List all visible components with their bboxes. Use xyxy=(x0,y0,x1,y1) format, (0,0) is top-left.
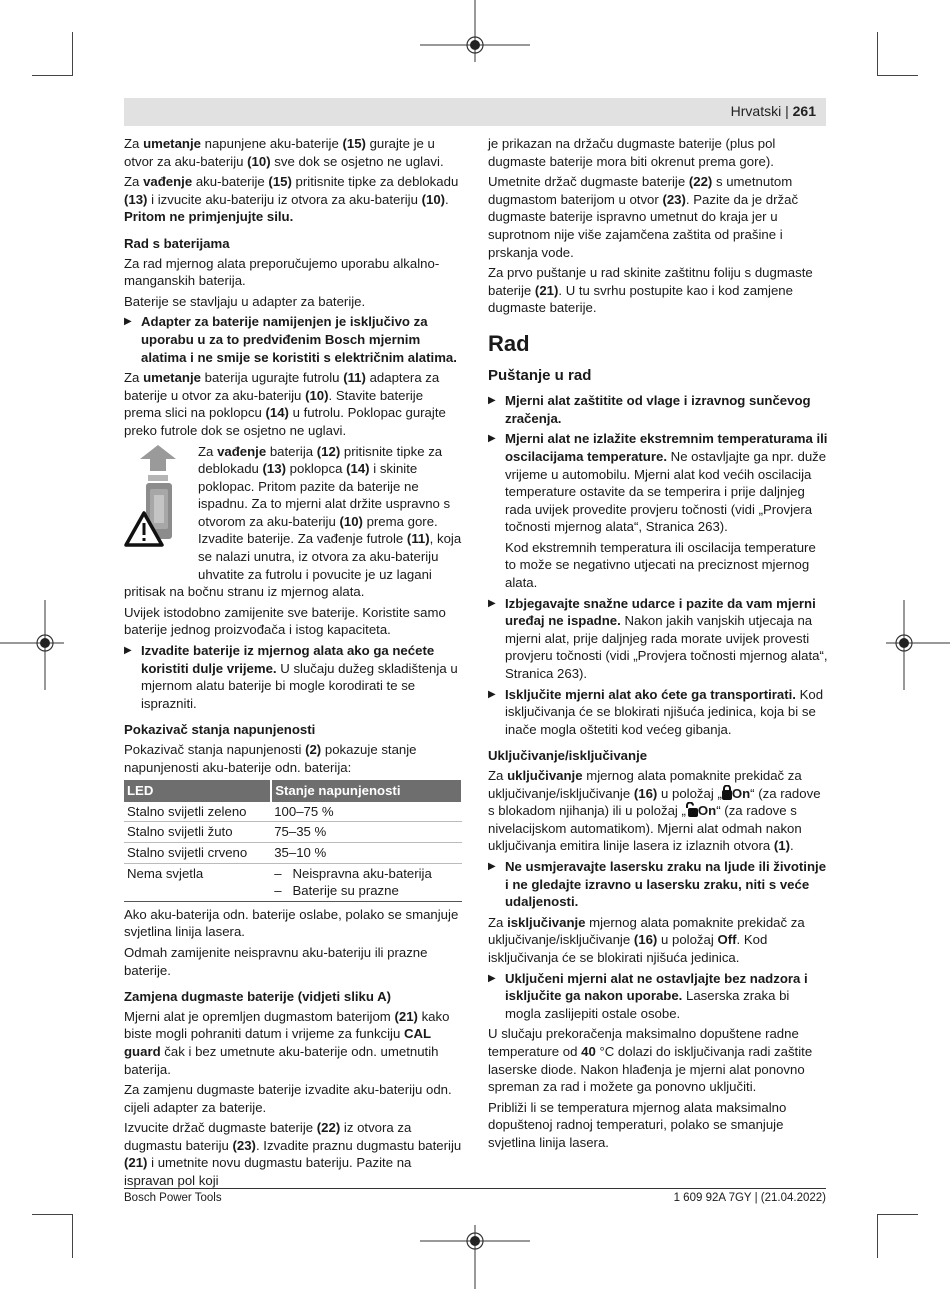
crop-mark xyxy=(32,75,72,76)
section-heading: Rad s baterijama xyxy=(124,235,230,251)
footer-rule xyxy=(124,1188,826,1189)
paragraph: Za uključivanje mjernog alata pomaknite prekidač za uključivanje/isključivanje (16) u položaj „ On“ (za radove s blokadom njihanja) ili u položaj „ On“ (za radove s nivelacijskom automatikom). Mjerni alat odmah nakon uključivanja emitira linije lasera iz izlaznih otvora (1). xyxy=(488,768,821,854)
warning-item: ▶ Isključite mjerni alat ako ćete ga transportirati. Kod isključivanja će se blokirati njišuća jedinica, koja bi se inače mogla oštetiti kod većeg gibanja. xyxy=(488,686,828,739)
list-item: – Neispravna aku-baterija xyxy=(274,865,459,883)
warning-item: ▶ Izbjegavajte snažne udarce i pazite da vam mjerni uređaj ne ispadne. Nakon jakih vanjskih utjecaja na mjerni alat, prije daljnjeg rada morate uvijek provesti provjeru točnosti (vidi „Provjera točnosti mjernog alata“, Stranica 263). xyxy=(488,595,828,683)
paragraph: Za umetanje napunjene aku-baterije (15) gurajte je u otvor za aku-bateriju (10) sve dok se osjetno ne uglavi. xyxy=(124,136,444,169)
warning-item: ▶ Ne usmjeravajte lasersku zraku na ljude ili životinje i ne gledajte izravno u lasersku zraku, niti s veće udaljenosti. xyxy=(488,858,828,911)
warning-item: ▶ Adapter za baterije namijenjen je isključivo za uporabu u za to predviđenim Bosch mjernim alatima i ne smije se koristiti s električnim alatima. xyxy=(124,313,464,366)
section-heading: Uključivanje/isključivanje xyxy=(488,748,648,764)
warning-item: ▶ Izvadite baterije iz mjernog alata ako ga nećete koristiti dulje vrijeme. U slučaju dužeg skladištenja u mjernom alatu baterije bi mogle korodirati te se isprazniti. xyxy=(124,642,464,712)
crop-mark xyxy=(72,1214,73,1258)
warning-item: ▶ Mjerni alat ne izlažite ekstremnim temperaturama ili oscilacijama temperature. Ne ostavljajte ga npr. duže vrijeme u automobilu. Mjerni alat kod većih oscilacija temperature ostavite da se temperira i prije daljnjeg rada uvijek provedite provjeru točnosti (vidi „Provjera točnosti mjernog alata“, Stranica 263). xyxy=(488,430,828,536)
paragraph: Pokazivač stanja napunjenosti (2) pokazuje stanje napunjenosti aku-baterije odn. baterija: xyxy=(124,742,417,775)
charge-indicator-table xyxy=(124,780,463,902)
table-cell: Stalno svijetli crveno xyxy=(124,842,271,863)
list-item: – Baterije su prazne xyxy=(274,882,459,900)
table-cell: 75–35 % xyxy=(271,822,462,843)
table-row xyxy=(124,802,462,822)
section-heading: Pokazivač stanja napunjenosti xyxy=(124,722,316,738)
crop-mark xyxy=(32,1214,72,1215)
lock-closed-icon xyxy=(722,785,732,800)
paragraph: U slučaju prekoračenja maksimalno dopuštene radne temperature od 40 °C dolazi do isključivanja radi zaštite laserske diode. Nakon hlađenja je mjerni alat ponovno spreman za rad i možete ga ponovno uključiti. xyxy=(488,1026,813,1095)
table-header-cell: LED xyxy=(124,780,271,802)
table-header-row xyxy=(124,780,462,802)
paragraph: Za isključivanje mjernog alata pomaknite prekidač za uključivanje/isključivanje (16) u položaj Off. Kod isključivanja će se blokirati njišuća jedinica. xyxy=(488,914,805,965)
paragraph: Za umetanje baterija ugurajte futrolu (11) adaptera za baterije u otvor za aku-bateriju (10). Stavite baterije prema slici na poklopcu (14) u futrolu. Poklopac gurajte preko futrole dok se osjetno ne uglavi. xyxy=(124,370,446,438)
paragraph: Za vađenje aku-baterije (15) pritisnite tipke za deblokadu (13) i izvucite aku-bateriju iz otvora za aku-bateriju (10). Pritom ne primjenjujte silu. xyxy=(124,174,459,225)
paragraph: je prikazan na držaču dugmaste baterije (plus pol dugmaste baterije mora biti okrenut prema gore). xyxy=(488,136,776,169)
paragraph: Za prvo puštanje u rad skinite zaštitnu foliju s dugmaste baterije (21). U tu svrhu postupite kao i kod zamjene dugmaste baterije. xyxy=(488,265,813,316)
paragraph: Približi li se temperatura mjernog alata maksimalno dopuštenoj radnoj temperaturi, polako se smanjuje svjetlina linija lasera. xyxy=(488,1099,787,1150)
table-row xyxy=(124,863,462,901)
crop-mark xyxy=(72,32,73,76)
paragraph: Mjerni alat je opremljen dugmastom baterijom (21) kako biste mogli pohraniti datum i vrijeme za funkciju CAL guard čak i bez umetnute aku-baterije odn. umetnutih baterija. xyxy=(124,1008,450,1077)
footer-doc-number: 1 609 92A 7GY | (21.04.2022) xyxy=(673,1192,826,1204)
header-language: Hrvatski xyxy=(730,103,782,119)
table-row xyxy=(124,842,462,863)
table-header-cell: Stanje napunjenosti xyxy=(271,780,462,802)
crop-mark xyxy=(877,1214,878,1258)
battery-removal-warning-icon xyxy=(124,445,192,573)
paragraph: Uvijek istodobno zamijenite sve baterije. Koristite samo baterije jednog proizvođača i istog kapaciteta. xyxy=(124,604,446,638)
crop-mark xyxy=(878,1214,918,1215)
registration-mark-icon xyxy=(886,600,950,690)
table-row xyxy=(124,822,462,843)
paragraph: Za rad mjernog alata preporučujemo uporabu alkalno-manganskih baterija. xyxy=(124,255,440,289)
header-band xyxy=(124,98,826,126)
warning-item: ▶ Mjerni alat zaštitite od vlage i izravnog sunčevog zračenja. xyxy=(488,392,828,427)
table-cell xyxy=(271,863,462,901)
chapter-heading: Rad xyxy=(488,330,530,356)
table-cell: Stalno svijetli žuto xyxy=(124,822,271,843)
left-column xyxy=(124,135,464,1193)
registration-mark-icon xyxy=(0,600,64,690)
section-heading: Puštanje u rad xyxy=(488,366,592,384)
right-column xyxy=(488,135,828,1154)
table-cell: 100–75 % xyxy=(271,802,462,822)
table-cell: Stalno svijetli zeleno xyxy=(124,802,271,822)
paragraph: Ako aku-baterija odn. baterije oslabe, polako se smanjuje svjetlina linija lasera. xyxy=(124,906,459,940)
crop-mark xyxy=(877,32,878,76)
page-header: Hrvatski | 261 xyxy=(730,103,816,119)
battery-figure-block xyxy=(124,443,464,604)
table-cell: Nema svjetla xyxy=(124,863,271,901)
paragraph: Odmah zamijenite neispravnu aku-bateriju ili prazne baterije. xyxy=(124,944,428,978)
registration-mark-icon xyxy=(420,1225,530,1289)
paragraph: Za zamjenu dugmaste baterije izvadite aku-bateriju odn. cijeli adapter za baterije. xyxy=(124,1082,452,1115)
paragraph: Umetnite držač dugmaste baterije (22) s umetnutom dugmastom baterijom u otvor (23). Pazite da je držač dugmaste baterije ispravno umetnut do kraja jer u suprotnom nije više zajamčena zaštita od prašine i prskanja vode. xyxy=(488,174,799,260)
section-heading: Zamjena dugmaste baterije (vidjeti sliku A) xyxy=(124,989,391,1005)
lock-open-icon xyxy=(686,802,698,817)
page-number: 261 xyxy=(792,103,816,119)
registration-mark-icon xyxy=(420,0,530,64)
paragraph: Kod ekstremnih temperatura ili oscilacija temperature to može se negativno utjecati na preciznost mjernog alata. xyxy=(505,539,816,591)
paragraph: Izvucite držač dugmaste baterije (22) iz otvora za dugmastu bateriju (23). Izvadite praznu dugmastu bateriju (21) i umetnite novu dugmastu bateriju. Pazite na ispravan pol koji xyxy=(124,1120,462,1189)
paragraph: Baterije se stavljaju u adapter za baterije. xyxy=(124,293,366,309)
table-cell: 35–10 % xyxy=(271,842,462,863)
footer-brand: Bosch Power Tools xyxy=(124,1192,222,1204)
paragraph: Za vađenje baterija (12) pritisnite tipke za deblokadu (13) poklopca (14) i skinite poklopac. Pritom pazite da baterije ne ispadnu. Za to mjerni alat držite uspravno s otvorom za aku-bateriju (10) prema gore. Izvadite baterije. Za vađenje futrole (11), koja se nalazi unutra, iz otvora za aku-bateriju uhvatite za futrolu i povucite je uz lagani pritisak na bočnu stranu iz mjernog alata. xyxy=(124,443,462,600)
crop-mark xyxy=(878,75,918,76)
warning-item: ▶ Uključeni mjerni alat ne ostavljajte bez nadzora i isključite ga nakon uporabe. Laserska zraka bi mogla zaslijepiti ostale osobe. xyxy=(488,970,828,1023)
